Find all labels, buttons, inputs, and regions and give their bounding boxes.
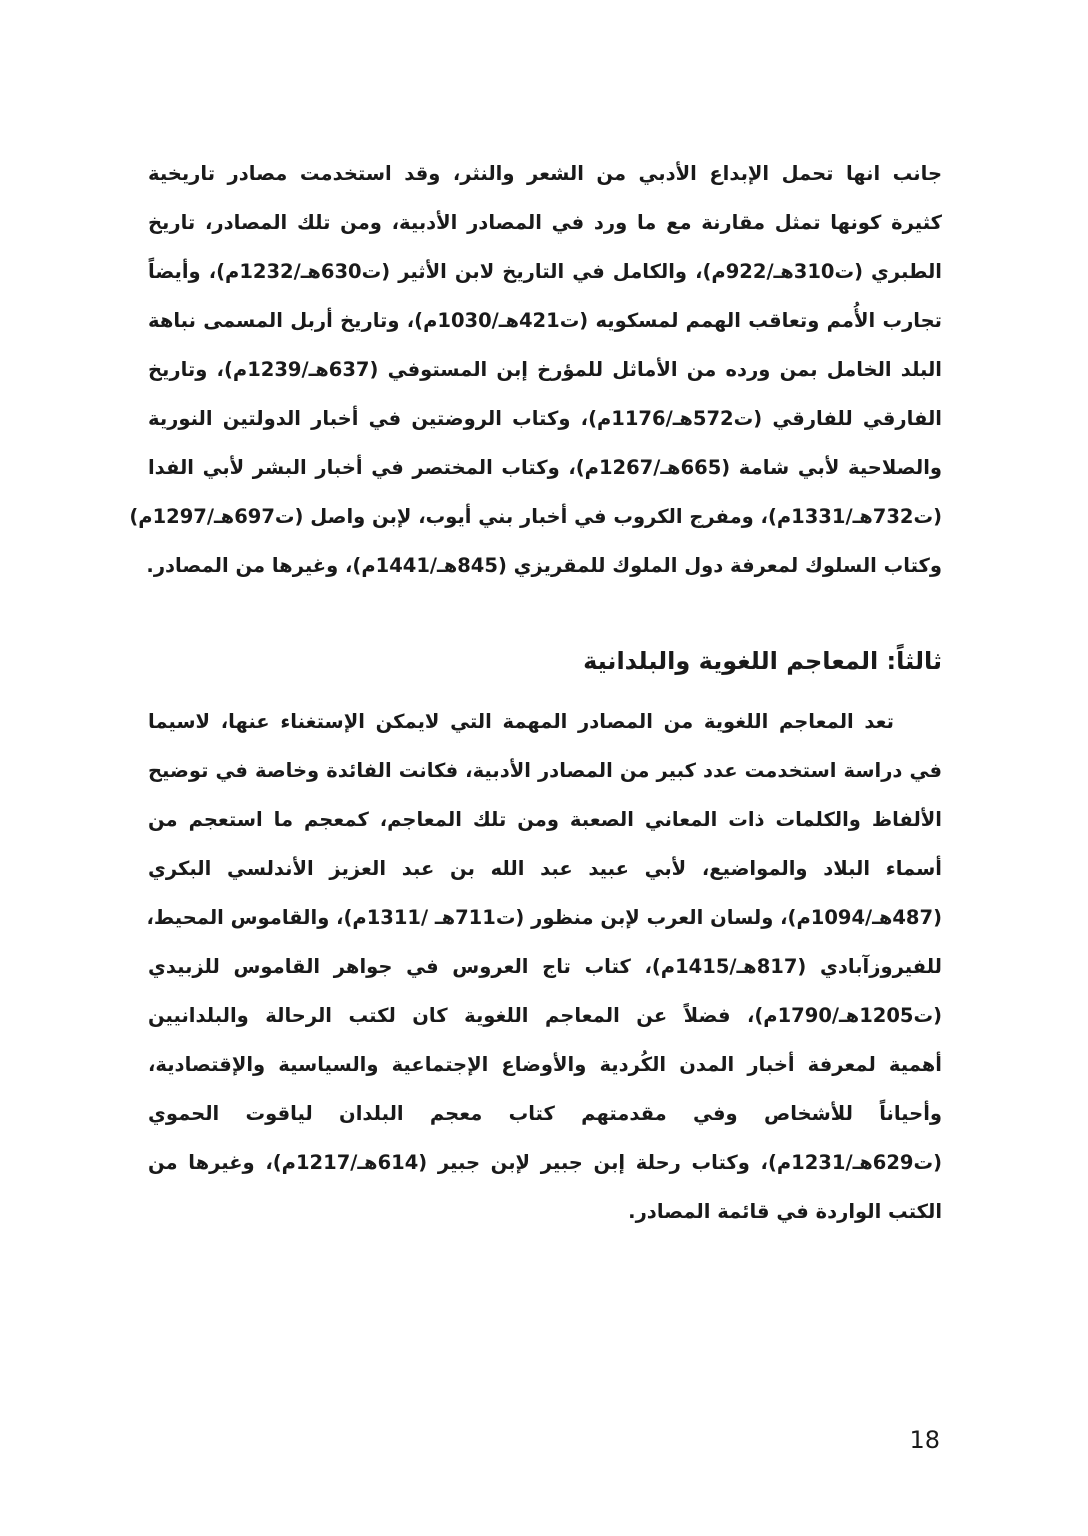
paragraph-line: وأحياناً للأشخاص وفي مقدمتهم كتاب معجم البلدان لياقوت الحموي (148, 1102, 942, 1125)
page-number: 18 (909, 1426, 940, 1454)
section-heading: ثالثاً: المعاجم اللغوية والبلدانية (583, 647, 942, 675)
paragraph-line: (487هـ/1094م)، ولسان العرب لإبن منظور (ت711هـ /1311م)، والقاموس المحيط، (146, 906, 942, 929)
paragraph-line: أهمية لمعرفة أخبار المدن الكُردية والأوضاع الإجتماعية والسياسية والإقتصادية، (148, 1053, 942, 1076)
paragraph-line: تعد المعاجم اللغوية من المصادر المهمة التي لايمكن الإستغناء عنها، لاسيما (148, 710, 894, 733)
paragraph-line: الألفاظ والكلمات ذات المعاني الصعبة ومن تلك المعاجم، كمعجم ما استعجم من (148, 808, 942, 831)
paragraph-line: الطبري (ت310هـ/922م)، والكامل في التاريخ لابن الأثير (ت630هـ/1232م)، وأيضاً (148, 260, 942, 283)
paragraph-line: (ت1205هـ/1790م)، فضلاً عن المعاجم اللغوية كان لكتب الرحالة والبلدانيين (148, 1004, 942, 1027)
paragraph-line: البلد الخامل بمن ورده من الأماثل للمؤرخ إبن المستوفي (637هـ/1239م)، وتاريخ (148, 358, 942, 381)
paragraph-line: تجارب الأُمم وتعاقب الهمم لمسكويه (ت421هـ/1030م)، وتاريخ أربل المسمى نباهة (148, 309, 943, 332)
paragraph-line: أسماء البلاد والمواضيع، لأبي عبيد عبد الله بن عبد العزيز الأندلسي البكري (148, 857, 942, 880)
paragraph-sources (129, 149, 943, 590)
paragraph-line: والصلاحية لأبي شامة (665هـ/1267م)، وكتاب المختصر في أخبار البشر لأبي الفدا (148, 456, 943, 479)
paragraph-line: (ت732هـ/1331م)، ومفرج الكروب في أخبار بني أيوب، لإبن واصل (ت697هـ/1297م) (129, 505, 942, 528)
paragraph-line: كثيرة كونها تمثل مقارنة مع ما ورد في المصادر الأدبية، ومن تلك المصادر، تاريخ (148, 211, 942, 234)
paragraph-dictionaries (148, 697, 942, 1236)
paragraph-line: جانب انها تحمل الإبداع الأدبي من الشعر والنثر، وقد استخدمت مصادر تاريخية (148, 162, 942, 185)
paragraph-line: الكتب الواردة في قائمة المصادر. (628, 1200, 942, 1223)
paragraph-line: في دراسة استخدمت عدد كبير من المصادر الأدبية، فكانت الفائدة وخاصة في توضيح (148, 759, 942, 782)
paragraph-line: للفيروزآبادي (817هـ/1415م)، كتاب تاج العروس في جواهر القاموس للزبيدي (148, 955, 942, 978)
paragraph-line: وكتاب السلوك لمعرفة دول الملوك للمقريزي (845هـ/1441م)، وغيرها من المصادر. (146, 554, 942, 577)
paragraph-line: (ت629هـ/1231م)، وكتاب رحلة إبن جبير لإبن جبير (614هـ/1217م)، وغيرها من (148, 1151, 942, 1174)
paragraph-line: الفارقي للفارقي (ت572هـ/1176م)، وكتاب الروضتين في أخبار الدولتين النورية (148, 407, 942, 430)
